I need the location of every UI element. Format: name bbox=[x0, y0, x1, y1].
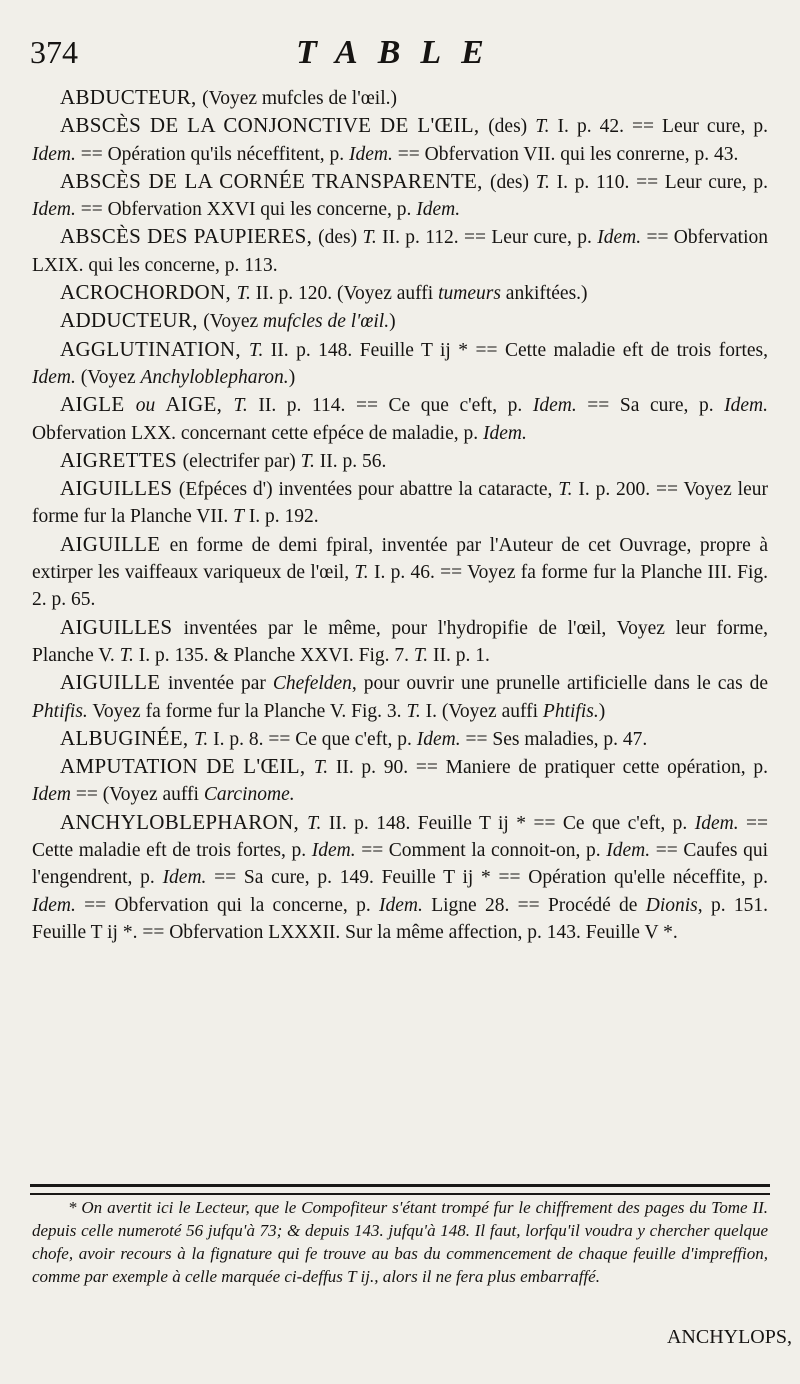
entry-text: (electrifer par) bbox=[182, 450, 301, 472]
entry-text: ) bbox=[598, 700, 606, 722]
entry-headword: AMPUTATION DE L'ŒIL, bbox=[60, 754, 314, 779]
entry-text: I. p. 46. == Voyez fa forme fur la Planche III. Fig. 2. p. 65. bbox=[32, 562, 768, 611]
page-number: 374 bbox=[30, 34, 78, 70]
page-header bbox=[30, 34, 770, 78]
catchword: ANCHYLOPS, bbox=[666, 1326, 792, 1348]
entry-italic-text: Idem. bbox=[483, 422, 527, 444]
entry-italic-text: Idem. bbox=[694, 812, 739, 834]
index-entry bbox=[32, 809, 768, 946]
entry-text: I. p. 110. == Leur cure, p. bbox=[549, 171, 768, 193]
entry-text: == (Voyez auffi bbox=[70, 784, 204, 806]
entry-text: inventée par bbox=[168, 673, 273, 695]
entry-italic-text: Idem. bbox=[532, 395, 577, 417]
entry-italic-text: T. bbox=[535, 171, 550, 193]
entry-headword: ABDUCTEUR, bbox=[60, 85, 203, 109]
entry-italic-text: Idem. bbox=[416, 728, 461, 750]
entry-text: Obfervation LXX. concernant cette efpéce de maladie, p. bbox=[32, 422, 483, 444]
index-entry bbox=[32, 725, 768, 753]
entry-text: (Efpéces d') inventées pour abattre la cataracte, bbox=[178, 479, 559, 501]
entry-italic-text: Anchyloblepharon. bbox=[140, 366, 289, 388]
entry-headword: ABSCÈS DE LA CONJONCTIVE DE L'ŒIL, bbox=[60, 113, 489, 138]
entry-headword: ABSCÈS DE LA CORNÉE TRANSPARENTE, bbox=[60, 168, 490, 193]
entry-italic-text: Idem. bbox=[597, 227, 642, 249]
entry-italic-text: Idem. bbox=[379, 894, 423, 916]
entry-headword: AGGLUTINATION, bbox=[60, 336, 250, 361]
index-entry bbox=[32, 531, 768, 614]
entry-text: I. p. 8. == Ce que c'eft, p. bbox=[208, 728, 417, 750]
entry-text: == Obfervation VII. qui les conrerne, p. 43. bbox=[392, 143, 739, 165]
entry-text: I. p. 200. == Voyez leur forme fur la Planche VII. bbox=[32, 479, 768, 528]
entry-text: Ligne 28. == Procédé de bbox=[422, 894, 646, 916]
entry-italic-text: Idem. bbox=[32, 143, 76, 165]
entry-italic-text: Idem. bbox=[349, 143, 393, 165]
index-entry bbox=[32, 84, 768, 112]
entry-italic-text: T. bbox=[362, 227, 377, 249]
entry-headword: AIGLE bbox=[60, 392, 136, 417]
entry-text: inventées par le même, pour l'hydropifie de l'œil, Voyez leur forme, Planche V. bbox=[32, 617, 768, 666]
index-entry bbox=[32, 223, 768, 279]
entry-text: I. (Voyez auffi bbox=[420, 700, 543, 722]
entry-text: II. p. 148. Feuille T ij * == Cette maladie eft de trois fortes, bbox=[263, 339, 768, 361]
index-entry bbox=[32, 391, 768, 447]
index-entry bbox=[32, 336, 768, 392]
entry-text: ankiftées.) bbox=[500, 283, 588, 305]
entry-italic-text: T. bbox=[413, 644, 429, 666]
entry-italic-text: T. bbox=[307, 812, 322, 834]
entry-italic-text: ou bbox=[135, 395, 156, 417]
entry-italic-text: Carcinome. bbox=[203, 784, 295, 806]
index-entries bbox=[32, 84, 768, 946]
entry-italic-text: Phtifis. bbox=[542, 700, 599, 722]
entry-italic-text: T. bbox=[249, 339, 264, 361]
entry-italic-text: Idem. bbox=[32, 366, 76, 388]
index-entry bbox=[32, 447, 768, 475]
footnote: * On avertit ici le Lecteur, que le Compofiteur s'étant trompé fur le chiffrement des pages du Tome II. depuis celle numeroté 56 jufqu'à 73; & depuis 143. jufqu'à 148. Il faut, lorfqu'il voudra y chercher quelque chofe, avoir recours à la fignature qui fe trouve au bas du commencement de chaque feuille d'impreffion, comme par exemple à celle marquée ci-deffus T ij., alors il ne fera plus embarraffé. bbox=[32, 1198, 768, 1286]
entry-headword: AIGUILLE bbox=[60, 670, 168, 695]
entry-text: II. p. 90. == Maniere de pratiquer cette opération, p. bbox=[328, 757, 768, 779]
entry-headword: AIGRETTES bbox=[60, 447, 183, 472]
entry-headword: AIGUILLES bbox=[60, 614, 184, 639]
entry-italic-text: T. bbox=[354, 562, 369, 584]
entry-italic-text: Idem. bbox=[724, 395, 769, 417]
entry-italic-text: Idem. bbox=[416, 199, 461, 221]
entry-italic-text: Idem. bbox=[311, 840, 356, 862]
entry-text: == Obfervation LXIX. qui les concerne, p. 113. bbox=[32, 227, 769, 276]
index-entry bbox=[32, 112, 768, 168]
entry-italic-text: T. bbox=[558, 479, 573, 501]
index-entry bbox=[32, 279, 768, 307]
index-entry bbox=[32, 475, 768, 531]
index-entry bbox=[32, 753, 768, 809]
entry-italic-text: T. bbox=[236, 283, 251, 305]
entry-italic-text: Chefelden bbox=[272, 673, 352, 695]
entry-italic-text: T. bbox=[193, 728, 209, 750]
entry-text: en forme de demi fpiral, inventée par l'Auteur de cet Ouvrage, propre à extirper les vaiffeaux variqueux de l'œil, bbox=[32, 534, 768, 584]
entry-headword: AIGUILLE bbox=[60, 531, 170, 556]
entry-italic-text: T. bbox=[300, 450, 315, 472]
entry-italic-text: T. bbox=[233, 395, 248, 417]
entry-italic-text: Dionis bbox=[645, 894, 698, 916]
entry-text: , pour ouvrir une prunelle artificielle dans le cas de bbox=[351, 673, 769, 695]
entry-italic-text: Idem bbox=[32, 784, 71, 806]
entry-italic-text: mufcles de l'œil. bbox=[263, 311, 390, 333]
entry-italic-text: T bbox=[233, 506, 244, 528]
entry-text: ) bbox=[288, 366, 296, 388]
entry-headword: ANCHYLOBLEPHARON, bbox=[60, 809, 308, 834]
entry-italic-text: Idem. bbox=[32, 199, 76, 221]
entry-headword: ADDUCTEUR, bbox=[60, 308, 204, 333]
index-entry bbox=[32, 669, 768, 725]
entry-text: (des) bbox=[488, 116, 536, 138]
entry-text: (des) bbox=[489, 171, 536, 193]
entry-italic-text: T. bbox=[313, 757, 329, 779]
entry-italic-text: T. bbox=[119, 644, 134, 666]
entry-text: II. p. 112. == Leur cure, p. bbox=[376, 227, 598, 249]
entry-headword: ABSCÈS DES PAUPIERES, bbox=[60, 224, 319, 249]
entry-headword: AIGE, bbox=[155, 392, 234, 417]
entry-text: ) bbox=[389, 311, 396, 333]
entry-text: II. p. 56. bbox=[314, 450, 387, 472]
index-entry bbox=[32, 614, 768, 670]
entry-text: == Cette maladie eft de trois fortes, p. bbox=[32, 812, 769, 862]
footnote-rule bbox=[30, 1184, 770, 1195]
entry-text: == Comment la connoit-on, p. bbox=[355, 840, 607, 862]
entry-italic-text: tumeurs bbox=[438, 283, 501, 305]
entry-italic-text: Idem. bbox=[162, 867, 207, 889]
entry-headword: ACROCHORDON, bbox=[60, 280, 237, 305]
entry-text: I. p. 42. == Leur cure, p. bbox=[549, 116, 769, 138]
entry-text: == Sa cure, p. 149. Feuille T ij * == Opération qu'elle néceffite, p. bbox=[206, 867, 768, 889]
entry-text: II. p. 120. (Voyez auffi bbox=[250, 283, 439, 305]
entry-text: , p. 151. Feuille T ij *. == Obfervation LXXXII. Sur la même affection, p. 143. Feuille V *. bbox=[32, 894, 769, 943]
entry-italic-text: Idem. bbox=[32, 894, 76, 916]
entry-text: Voyez fa forme fur la Planche V. Fig. 3. bbox=[87, 700, 407, 722]
entry-text: == Ses maladies, p. 47. bbox=[460, 728, 648, 750]
entry-text: == Obfervation qui la concerne, p. bbox=[75, 894, 380, 916]
entry-text: I. p. 192. bbox=[243, 506, 319, 528]
running-title: TABLE bbox=[296, 34, 504, 71]
entry-text: I. p. 135. & Planche XXVI. Fig. 7. bbox=[133, 644, 414, 666]
index-entry bbox=[32, 168, 768, 224]
entry-text: == Opération qu'ils néceffitent, p. bbox=[75, 143, 350, 165]
entry-text: == Caufes qui l'engendrent, p. bbox=[32, 840, 768, 889]
entry-text: == Sa cure, p. bbox=[576, 395, 725, 417]
entry-italic-text: T. bbox=[406, 700, 421, 722]
entry-text: == Obfervation XXVI qui les concerne, p. bbox=[75, 199, 417, 221]
entry-text: (Voyez bbox=[203, 311, 264, 333]
entry-italic-text: Phtifis. bbox=[32, 700, 88, 722]
entry-headword: AIGUILLES bbox=[60, 476, 179, 501]
entry-text: (Voyez bbox=[75, 366, 141, 388]
entry-text: II. p. 114. == Ce que c'eft, p. bbox=[247, 395, 533, 417]
index-entry bbox=[32, 307, 768, 335]
entry-headword: ALBUGINÉE, bbox=[60, 725, 194, 750]
entry-text: II. p. 148. Feuille T ij * == Ce que c'eft, p. bbox=[321, 812, 695, 834]
entry-text: (Voyez mufcles de l'œil.) bbox=[202, 88, 397, 109]
entry-italic-text: T. bbox=[535, 116, 550, 138]
entry-italic-text: Idem. bbox=[606, 840, 651, 862]
entry-text: II. p. 1. bbox=[428, 644, 490, 666]
entry-text: (des) bbox=[318, 227, 363, 249]
